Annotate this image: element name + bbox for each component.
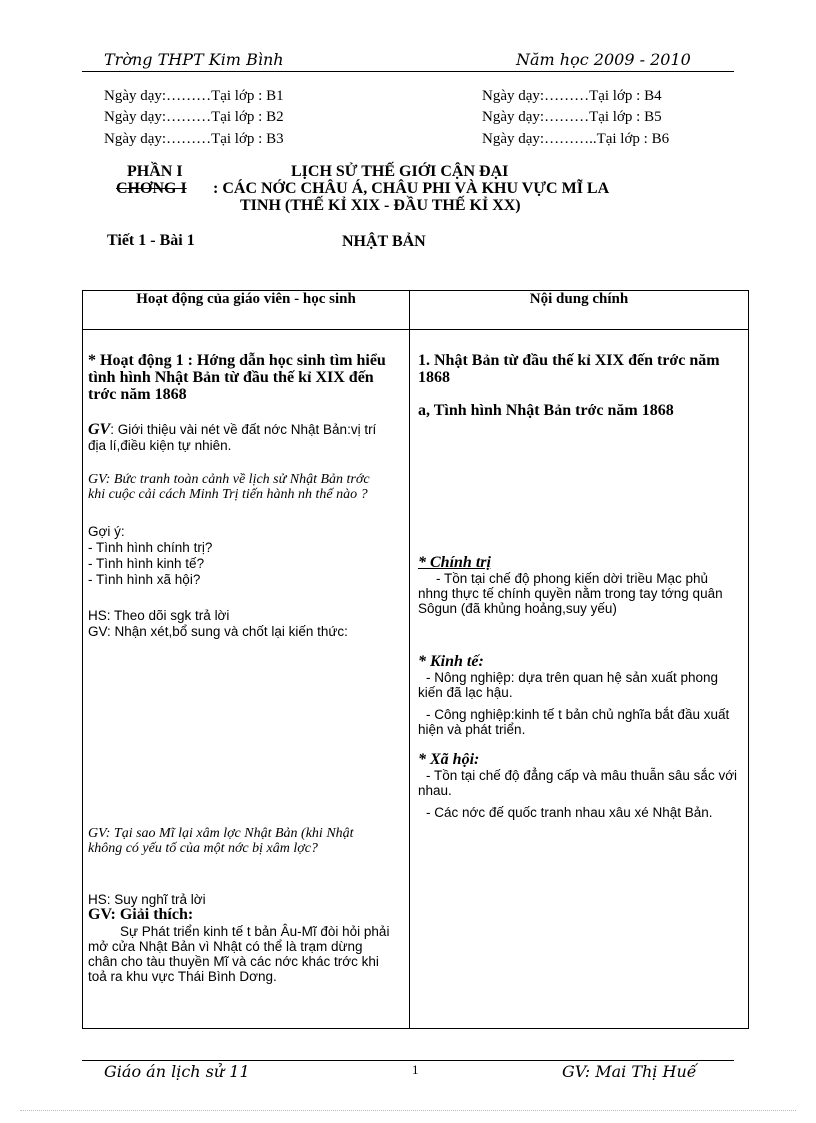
chapter-title-line1: : CÁC NỚC CHÂU Á, CHÂU PHI VÀ KHU VỰC MĨ LA	[213, 180, 610, 197]
footer-rule	[82, 1060, 734, 1061]
gv-question-us: GV: Tại sao Mĩ lại xâm lợc Nhật Bản (khi Nhật không có yếu tố của một nớc bị xâm lợc?	[88, 826, 354, 856]
section-1-heading: 1. Nhật Bản từ đầu thế kỉ XIX đến trớc năm 1868	[418, 352, 720, 386]
schedule-b1: Ngày dạy:………Tại lớp : B1	[104, 88, 284, 104]
lesson-table	[82, 290, 749, 1029]
hint-title: Gợi ý:	[88, 524, 125, 539]
society-title: * Xã hội:	[418, 751, 480, 768]
lesson-title: NHẬT BẢN	[342, 233, 426, 250]
school-year: Năm học 2009 - 2010	[516, 50, 691, 69]
economy-title: * Kinh tế:	[418, 653, 484, 670]
column-header-activities: Hoạt động của giáo viên - học sinh	[83, 291, 410, 330]
page-number: 1	[412, 1062, 419, 1077]
part-title: LỊCH SỬ THẾ GIỚI CẬN ĐẠI	[291, 163, 509, 180]
footer-course: Giáo án lịch sử 11	[104, 1062, 250, 1081]
society-imperialism: - Các nớc đế quốc tranh nhau xâu xé Nhật Bản.	[426, 805, 713, 820]
section-1a-heading: a, Tình hình Nhật Bản trớc năm 1868	[418, 402, 674, 419]
activity-heading: * Hoạt động 1 : Hớng dẫn học sinh tìm hiểu tình hình Nhật Bản từ đầu thế kỉ XIX đến trớc năm 1868	[88, 352, 386, 403]
chapter-label: CHƠNG I	[116, 180, 187, 197]
schedule-b4: Ngày dạy:………Tại lớp : B4	[482, 88, 662, 104]
page-bottom-border	[20, 1110, 796, 1111]
hint-item: - Tình hình xã hội?	[88, 572, 201, 587]
economy-industry: - Công nghiệp:kinh tế t bản chủ nghĩa bắt đầu xuất hiện và phát triển.	[418, 707, 730, 737]
politics-title: * Chính trị	[418, 554, 491, 571]
part-label: PHẦN I	[127, 163, 183, 180]
gv-intro-label: GV	[88, 421, 111, 438]
gv-intro	[88, 422, 393, 454]
schedule-b3: Ngày dạy:………Tại lớp : B3	[104, 131, 284, 147]
society-caste: - Tồn tại chế độ đẳng cấp và mâu thuẫn sâu sắc với nhau.	[418, 768, 738, 798]
schedule-b2: Ngày dạy:………Tại lớp : B2	[104, 109, 284, 125]
gv-summary: GV: Nhận xét,bổ sung và chốt lại kiến thức:	[88, 624, 348, 639]
lesson-number: Tiết 1 - Bài 1	[107, 232, 195, 249]
gv-explain-label: GV: Giải thích:	[88, 906, 194, 923]
gv-intro-text: : Giới thiệu vài nét về đất nớc Nhật Bản:vị trí địa lí,điều kiện tự nhiên.	[88, 422, 377, 453]
hs-answer: HS: Theo dõi sgk trả lời	[88, 608, 230, 623]
schedule-b5: Ngày dạy:………Tại lớp : B5	[482, 109, 662, 125]
content-cell	[410, 330, 749, 1029]
column-header-content: Nội dung chính	[410, 291, 749, 330]
hint-item: - Tình hình kinh tế?	[88, 556, 205, 571]
politics-text: - Tồn tại chế độ phong kiến dời triều Mạc phủ nhng thực tế chính quyền nằm trong tay tớng quân Sôgun (đã khủng hoảng,suy yếu)	[418, 571, 723, 616]
header-rule	[82, 71, 734, 72]
school-name: Trờng THPT Kim Bình	[104, 50, 284, 69]
hs-think: HS: Suy nghĩ trả lời	[88, 892, 206, 907]
chapter-title-line2: TINH (THẾ KỈ XIX - ĐẦU THẾ KỈ XX)	[240, 197, 521, 214]
footer-teacher: GV: Mai Thị Huế	[562, 1062, 697, 1081]
hint-item: - Tình hình chính trị?	[88, 540, 213, 555]
activities-cell	[83, 330, 410, 1029]
gv-explain-text: Sự Phát triển kinh tế t bản Âu-Mĩ đòi hỏi phải mở cửa Nhật Bản vì Nhật có thể là trạm dừng chân cho tàu thuyền Mĩ và các nớc khác trớc khi toả ra khu vực Thái Bình Dơng.	[88, 924, 390, 984]
schedule-b6: Ngày dạy:………..Tại lớp : B6	[482, 131, 670, 147]
gv-question: GV: Bức tranh toàn cảnh về lịch sử Nhật Bản trớc khi cuộc cải cách Minh Trị tiến hành nh thế nào ?	[88, 472, 370, 502]
economy-agriculture: - Nông nghiệp: dựa trên quan hệ sản xuất phong kiến đã lạc hậu.	[418, 670, 719, 700]
